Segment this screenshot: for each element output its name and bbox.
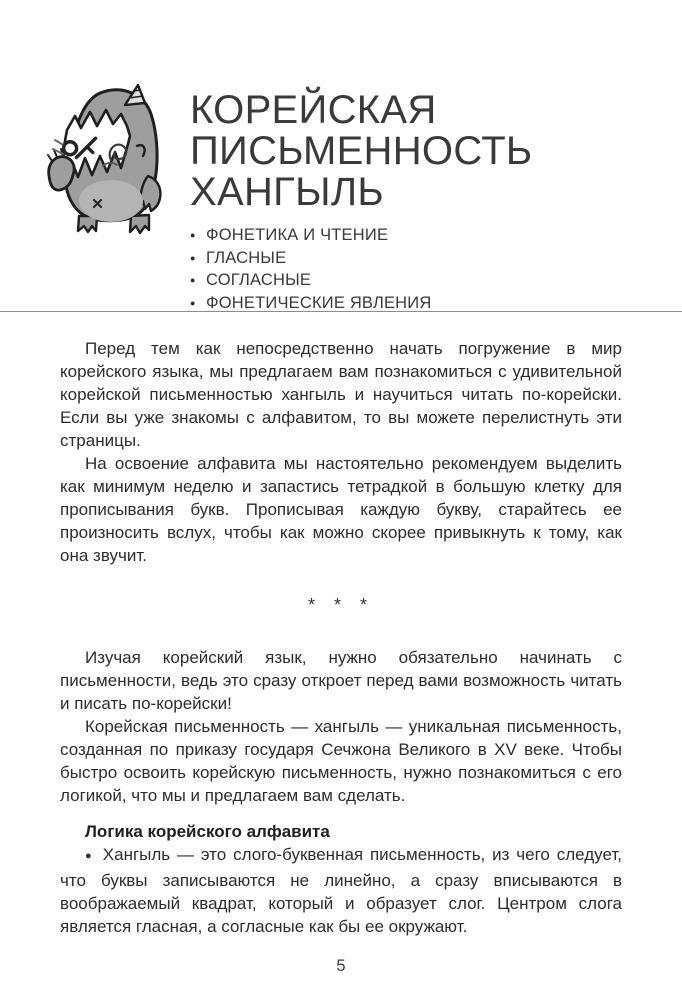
topic-item (190, 269, 640, 292)
topic-label: ФОНЕТИЧЕСКИЕ ЯВЛЕНИЯ (206, 293, 432, 312)
topic-label: ФОНЕТИКА И ЧТЕНИЕ (206, 226, 389, 244)
page-body (60, 337, 622, 978)
paragraph: На освоение алфавита мы настоятельно рекомендуем выделить как минимум неделю и запастись тетрадкой в большую клетку для прописывания букв. Прописывая каждую букву, старайтесь ее произносить вслух, чтобы как можно скорее привыкнуть к тому, как она звучит. (60, 454, 622, 565)
section-heading: Логика корейского алфавита (85, 822, 330, 841)
bullet-icon: ● (190, 230, 196, 240)
bullet-paragraph-text: Хангыль — это слого-буквенная письменность, из чего следует, что буквы записываются не линейно, а сразу вписываются в воображаемый квадрат, который и образует слог. Центром слога является гласная, а согласные как бы ее окружают. (60, 845, 622, 936)
chapter-title-line: ХАНГЫЛЬ (190, 170, 384, 214)
bullet-paragraph (60, 843, 622, 938)
paragraph: Изучая корейский язык, нужно обязательно начинать с письменности, ведь это сразу откроет перед вами возможность читать и писать по-корейски! (60, 648, 622, 713)
paragraph: Перед тем как непосредственно начать погружение в мир корейского языка, мы предлагаем вам познакомиться с удивительной корейской письменностью хангыль и научиться читать по-корейски. Если вы уже знакомы с алфавитом, то вы можете перелистнуть эти страницы. (60, 339, 622, 450)
bullet-icon: ● (85, 850, 94, 862)
chapter-topics-list (190, 224, 640, 314)
page-number: 5 (336, 957, 346, 975)
bullet-icon: ● (190, 275, 196, 285)
bullet-icon: ● (190, 252, 196, 263)
monster-spitting-hangul-letter-icon (45, 80, 175, 240)
topic-item (190, 247, 640, 270)
bullet-icon: ● (190, 297, 196, 308)
chapter-title-line: КОРЕЙСКАЯ (190, 88, 437, 132)
header-divider (0, 311, 682, 312)
mascot-monster-illustration (45, 80, 175, 240)
paragraph: Корейская письменность — хангыль — уникальная письменность, созданная по приказу государя Сечжона Великого в XV веке. Чтобы быстро освоить корейскую письменность, нужно познакомиться с его логикой, что мы и предлагаем вам сделать. (60, 717, 622, 805)
topic-item (190, 224, 640, 247)
section-separator: * * * (307, 595, 375, 615)
chapter-title-line: ПИСЬМЕННОСТЬ (190, 129, 533, 173)
topic-label: СОГЛАСНЫЕ (206, 271, 312, 289)
chapter-header (190, 90, 640, 314)
topic-label: ГЛАСНЫЕ (206, 248, 287, 267)
